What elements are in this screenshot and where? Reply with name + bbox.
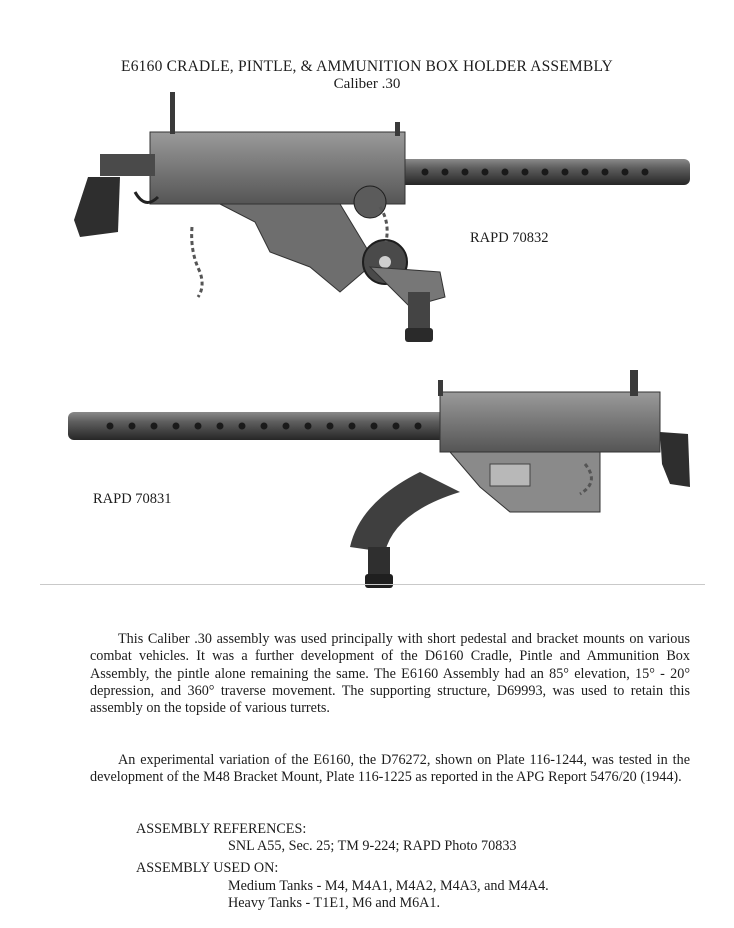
photo-divider (40, 584, 705, 585)
lower-gun-photo (68, 370, 690, 588)
used-on-heavy-tanks: Heavy Tanks - T1E1, M6 and M6A1. (228, 895, 441, 911)
body-paragraph-2-text: An experimental variation of the E6160, the D76272, shown on Plate 116-1244, was tested in the development of the M48 Bracket Mount, Plate 116-1225 as reported in the APG Report 5476/20 (1944). (90, 752, 690, 786)
body-paragraph-1 (90, 631, 690, 717)
used-on-medium-tanks: Medium Tanks - M4, M4A1, M4A2, M4A3, and M4A4. (228, 878, 549, 894)
body-paragraph-1-text: This Caliber .30 assembly was used principally with short pedestal and bracket mounts on various combat vehicles. It was a further development of the D6160 Cradle, Pintle and Ammunition Box Assembly, the pintle alone remaining the same. The E6160 Assembly had an 85° elevation, 15° - 20° depression, and 360° traverse movement. The supporting structure, D69993, was used to retain this assembly on the topside of various turrets. (90, 631, 690, 717)
assembly-references-heading: ASSEMBLY REFERENCES: (136, 821, 307, 837)
photo-label-rapd-70831: RAPD 70831 (93, 491, 172, 507)
upper-gun-photo (74, 92, 690, 342)
page-title: E6160 CRADLE, PINTLE, & AMMUNITION BOX HOLDER ASSEMBLY (121, 58, 613, 75)
body-paragraph-2 (90, 752, 690, 787)
page-subtitle: Caliber .30 (333, 76, 401, 92)
machine-gun-photos (40, 92, 705, 592)
assembly-references-value: SNL A55, Sec. 25; TM 9-224; RAPD Photo 70833 (228, 838, 517, 854)
assembly-used-on-heading: ASSEMBLY USED ON: (136, 860, 279, 876)
photo-label-rapd-70832: RAPD 70832 (470, 230, 549, 246)
